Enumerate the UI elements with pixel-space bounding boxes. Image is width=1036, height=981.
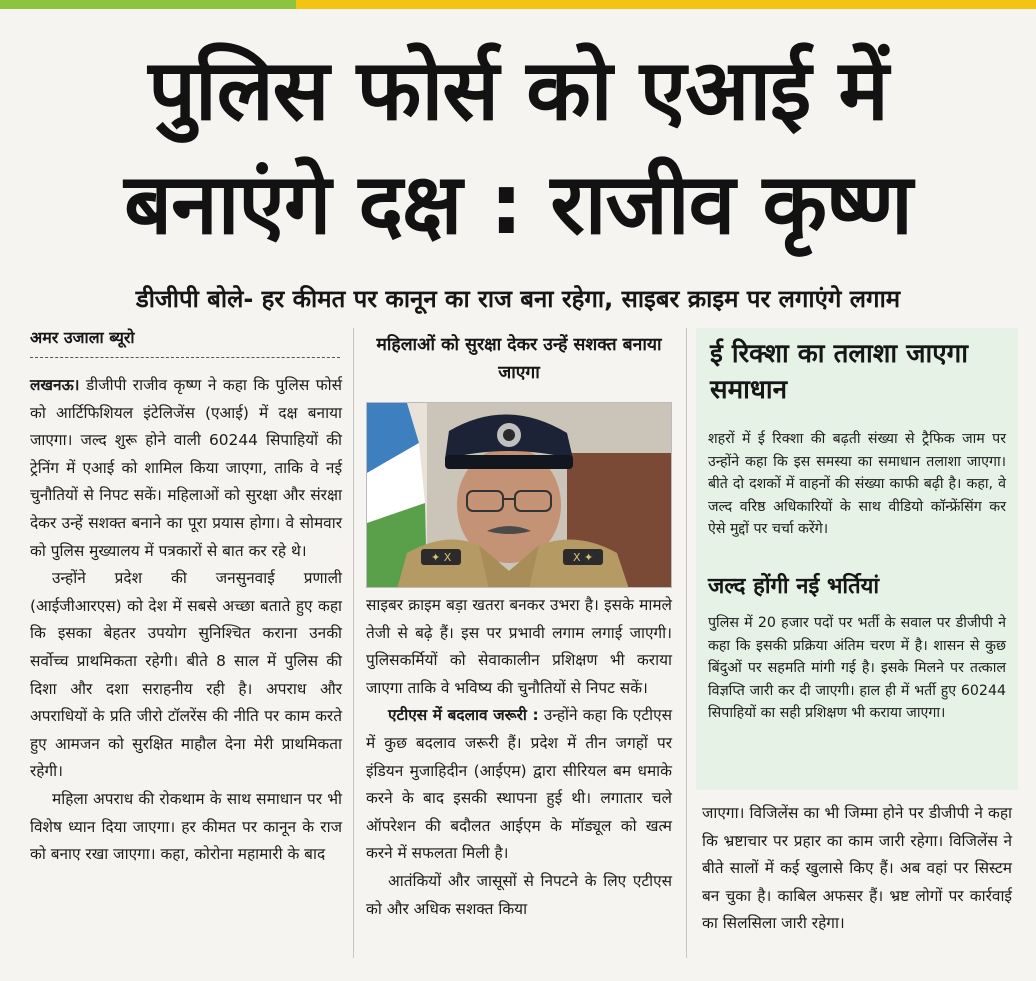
- column-divider-1: [353, 328, 354, 958]
- dgp-portrait-illustration: [367, 403, 672, 588]
- sidebar-box: [696, 328, 1018, 790]
- paragraph-6: आतंकियों और जासूसों से निपटने के लिए एटीएस को और अधिक सशक्त किया: [366, 871, 672, 918]
- headline-line-2: बनाएंगे दक्ष : राजीव कृष्ण: [124, 155, 912, 253]
- photo-blurb-heading: महिलाओं को सुरक्षा देकर उन्हें सशक्त बनाया जाएगा: [376, 335, 662, 383]
- paragraph-4: साइबर क्राइम बड़ा खतरा बनकर उभरा है। इसके मामले तेजी से बढ़े हैं। इस पर प्रभावी लगाम लगाई जाएगी। पुलिसकर्मियों को सेवाकालीन प्रशिक्षण भी कराया जाएगा ताकि वे भविष्य की चुनौतियों से निपट सकें।: [366, 596, 672, 697]
- dateline: लखनऊ।: [30, 376, 80, 394]
- dgp-photo: [366, 402, 672, 588]
- paragraph-1-text: डीजीपी राजीव कृष्ण ने कहा कि पुलिस फोर्स को आर्टिफिशियल इंटेलिजेंस (एआई) में दक्ष बनाया जाएगा। जल्द शुरू होने वाली 60244 सिपाहियों की ट्रेनिंग में एआई को शामिल किया जाएगा, ताकि वे नई चुनौतियों से निपट सकें। महिलाओं को सुरक्षा और संरक्षा देकर उन्हें सशक्त बनाने का पूरा प्रयास होगा। वे सोमवार को पुलिस मुख्यालय में पत्रकारों से बात कर रहे थे।: [30, 376, 342, 560]
- headline-line-1: पुलिस फोर्स को एआई में: [148, 41, 888, 139]
- subheadline: डीजीपी बोले- हर कीमत पर कानून का राज बना रहेगा, साइबर क्राइम पर लगाएंगे लगाम: [135, 285, 901, 313]
- top-bar-green-segment: [0, 0, 296, 9]
- paragraph-5-text: उन्होंने कहा कि एटीएस में कुछ बदलाव जरूरी हैं। प्रदेश में तीन जगहों पर इंडियन मुजाहिदीन (आईएम) द्वारा सीरियल बम धमाके करने के बाद इसकी स्थापना हुई थी। लगातार चले ऑपरेशन की बदौलत आईएम के मॉड्यूल को खत्म करने में सफलता मिली है।: [366, 706, 672, 863]
- ats-subheading: एटीएस में बदलाव जरूरी :: [388, 706, 539, 725]
- svg-text:✦ X: ✦ X: [431, 551, 452, 564]
- column-divider-2: [686, 328, 687, 958]
- article-column-3: [702, 800, 1012, 938]
- paragraph-1: [30, 372, 342, 565]
- top-color-bar: [0, 0, 1036, 9]
- paragraph-7: जाएगा। विजिलेंस का भी जिम्मा होने पर डीजीपी ने कहा कि भ्रष्टाचार पर प्रहार का काम जारी रहेगा। विजिलेंस ने बीते सालों में कई खुलासे किए हैं। अब वहां पर सिस्टम बन चुका है। काबिल अफसर हैं। भ्रष्ट लोगों पर कार्रवाई का सिलसिला जारी रहेगा।: [702, 804, 1012, 933]
- paragraph-2: उन्होंने प्रदेश की जनसुनवाई प्रणाली (आईजीआरएस) को देश में सबसे अच्छा बताते हुए कहा कि इसका बेहतर उपयोग सुनिश्चित कराना उनकी सर्वोच्च प्राथमिकता रहेगी। बीते 8 साल में पुलिस की दिशा और दशा सराहनीय रही है। अपराध और अपराधियों के प्रति जीरो टॉलरेंस की नीति पर काम करते हुए आमजन को सुरक्षित माहौल देना मेरी प्राथमिकता रहेगी।: [30, 569, 342, 781]
- byline: अमर उजाला ब्यूरो: [30, 325, 340, 358]
- paragraph-5: [366, 702, 672, 868]
- paragraph-3: महिला अपराध की रोकथाम के साथ समाधान पर भी विशेष ध्यान दिया जाएगा। हर कीमत पर कानून के राज को बनाए रखा जाएगा। कहा, कोरोना महामारी के बाद: [30, 789, 342, 864]
- svg-text:X ✦: X ✦: [573, 551, 594, 564]
- sidebar-text-recruitment: पुलिस में 20 हजार पदों पर भर्ती के सवाल पर डीजीपी ने कहा कि इसकी प्रक्रिया अंतिम चरण में है। शासन से कुछ बिंदुओं पर सहमति मांगी गई है। इसके मिलने पर तत्काल विज्ञप्ति जारी कर दी जाएगी। हाल ही में भर्ती हुए 60244 सिपाहियों का सही प्रशिक्षण भी कराया जाएगा।: [708, 615, 1006, 721]
- article-column-2: [366, 592, 672, 923]
- sidebar-text-erickshaw: शहरों में ई रिक्शा की बढ़ती संख्या से ट्रैफिक जाम पर उन्होंने कहा कि इस समस्या का समाधान तलाशा जाएगा। बीते दो दशकों में वाहनों की संख्या काफी बढ़ी है। कहा, वे जल्द वरिष्ठ अधिकारियों के साथ वीडियो कॉन्फ्रेंसिंग कर ऐसे मुद्दों पर चर्चा करेंगे।: [708, 431, 1006, 537]
- article-column-1: [30, 372, 342, 869]
- top-bar-yellow-segment: [296, 0, 1036, 9]
- sidebar-heading-recruitment: जल्द होंगी नई भर्तियां: [708, 574, 880, 599]
- sidebar-heading-erickshaw: ई रिक्शा का तलाशा जाएगा समाधान: [710, 339, 968, 405]
